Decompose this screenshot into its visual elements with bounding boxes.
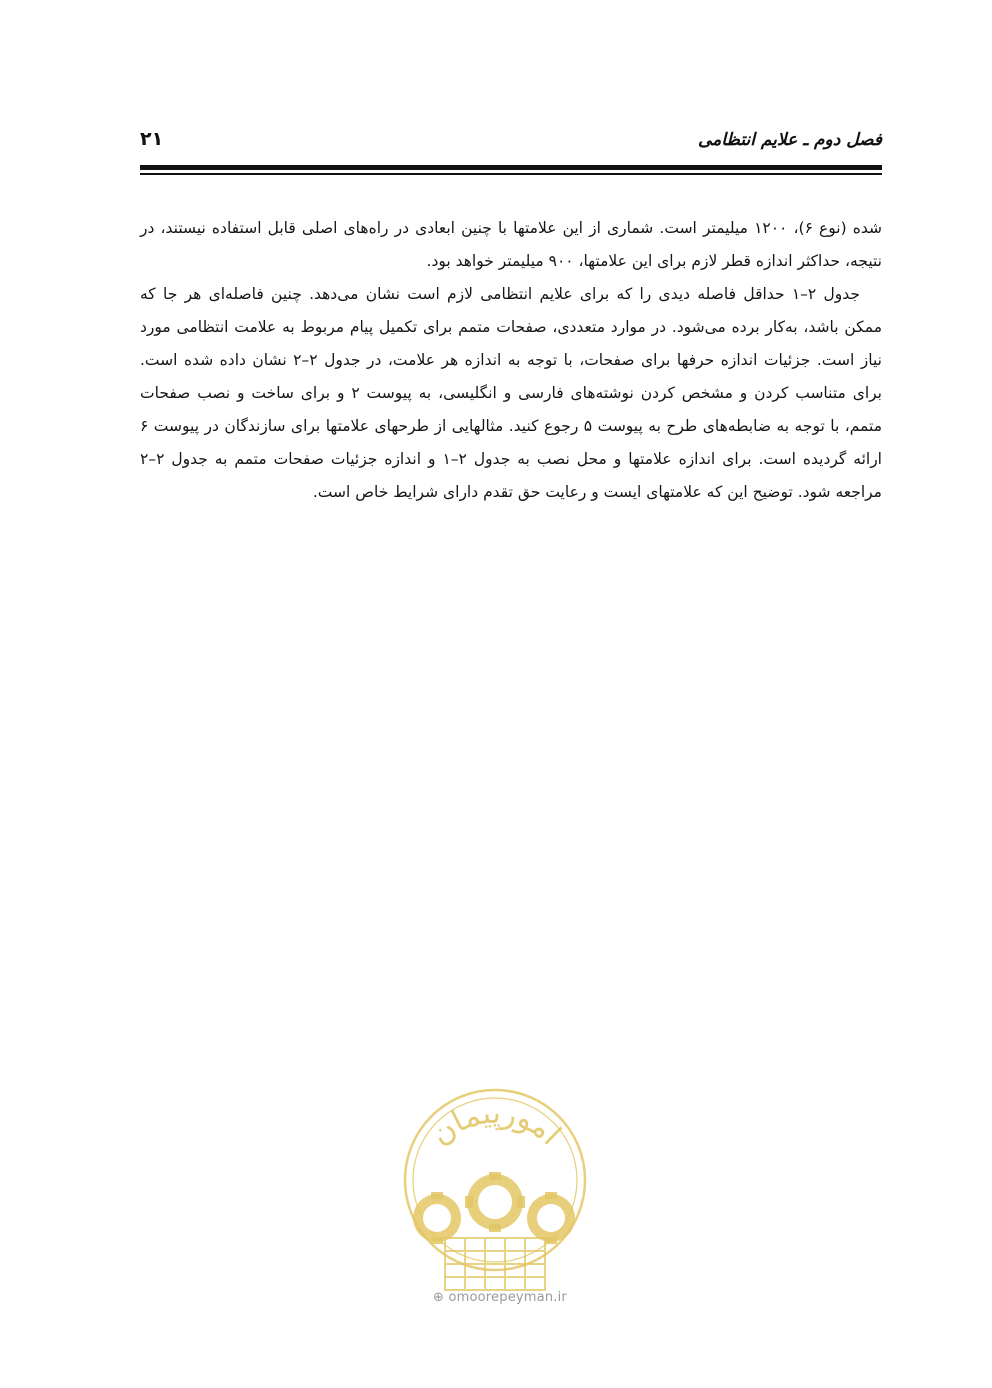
paragraph-2: جدول ۲–۱ حداقل فاصله دیدی را که برای علایم انتظامی لازم است نشان می‌دهد. چنین فاصله‌ای هر جا که ممکن باشد، به‌کار برده می‌شود. در موارد متعددی، صفحات متمم برای تکمیل پیام مربوط به علامت انتظامی مورد نیاز است. جزئیات اندازه حرفها برای صفحات، با توجه به اندازه هر علامت، در جدول ۲–۲ نشان داده شده است. برای متناسب کردن و مشخص کردن نوشته‌های فارسی و انگلیسی، به پیوست ۲ و برای ساخت و نصب صفحات متمم، با توجه به ضابطه‌های طرح به پیوست ۵ رجوع کنید. مثالهایی از طرحهای علامتها برای سازندگان در پیوست ۶ ارائه گردیده است. برای اندازه علامتها و محل نصب به جدول ۲–۱ و اندازه جزئیات صفحات متمم به جدول ۲–۲ مراجعه شود. توضیح این که علامتهای ایست و رعایت حق تقدم دارای شرایط خاص است. bbox=[140, 285, 882, 501]
page-number: ۲۱ bbox=[140, 128, 164, 150]
watermark-url bbox=[395, 1290, 605, 1305]
header-rule-thin bbox=[140, 173, 882, 175]
watermark-url-text: omoorepeyman.ir bbox=[448, 1290, 567, 1305]
globe-icon: ⊕ bbox=[433, 1290, 445, 1305]
page-header bbox=[140, 124, 882, 164]
paragraph-1: شده (نوع ۶)، ۱۲۰۰ میلیمتر است. شماری از این علامتها با چنین ابعادی در راه‌های اصلی قابل استفاده نیستند، در نتیجه، حداکثر اندازه قطر لازم برای این علامتها، ۹۰۰ میلیمتر خواهد بود. bbox=[140, 219, 882, 270]
header-rule-thick bbox=[140, 165, 882, 170]
chapter-title: فصل دوم ـ علایم انتظامی bbox=[697, 130, 882, 150]
watermark-logo bbox=[385, 1068, 605, 1313]
watermark-logo-text: امورپیمان bbox=[423, 1095, 568, 1153]
body-text bbox=[140, 212, 882, 509]
